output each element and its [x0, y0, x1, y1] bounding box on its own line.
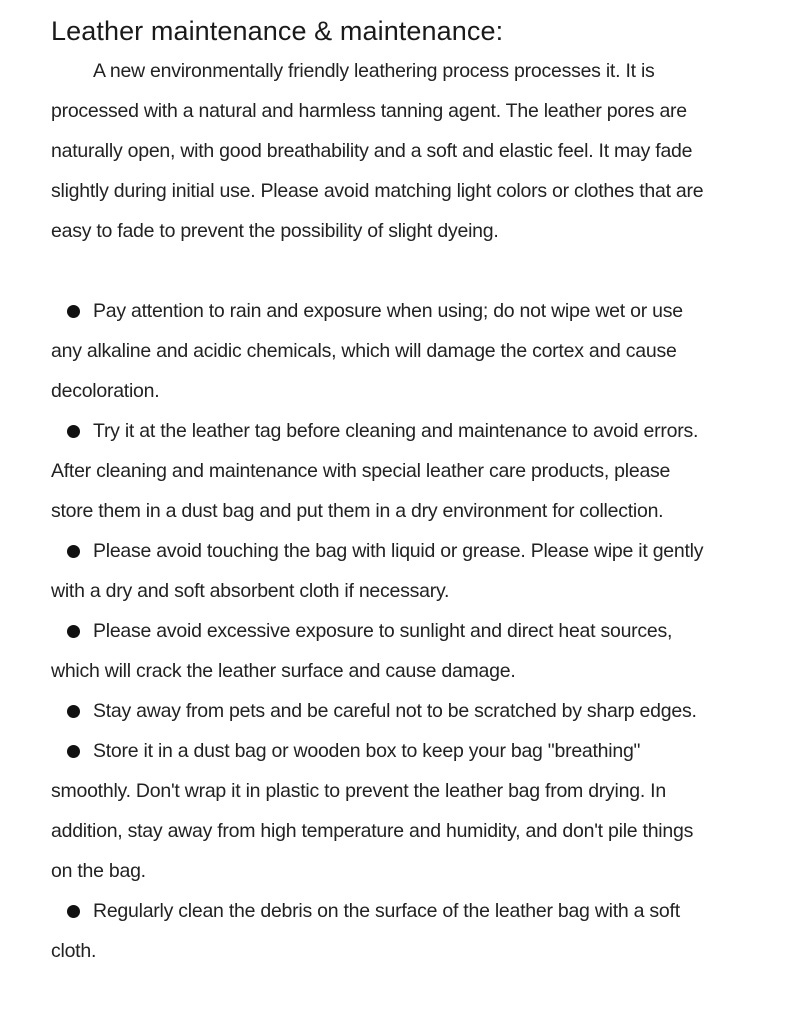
- intro-line: slightly during initial use. Please avoid matching light colors or clothes that are: [51, 180, 704, 202]
- bullet-text: Store it in a dust bag or wooden box to keep your bag "breathing": [93, 740, 641, 762]
- bullet-text: Pay attention to rain and exposure when using; do not wipe wet or use: [93, 300, 683, 322]
- bullet-text: decoloration.: [51, 380, 160, 402]
- bullet-text: on the bag.: [51, 860, 146, 882]
- bullet-icon: [67, 745, 80, 758]
- bullet-text: addition, stay away from high temperature and humidity, and don't pile things: [51, 820, 694, 842]
- bullet-icon: [67, 305, 80, 318]
- bullet-text: any alkaline and acidic chemicals, which will damage the cortex and cause: [51, 340, 677, 362]
- bullet-item: [51, 531, 741, 611]
- bullet-text: cloth.: [51, 940, 97, 962]
- bullet-text: with a dry and soft absorbent cloth if necessary.: [51, 580, 450, 602]
- intro-line: processed with a natural and harmless tanning agent. The leather pores are: [51, 100, 687, 122]
- bullet-item: [51, 411, 741, 531]
- intro-line: A new environmentally friendly leathering process processes it. It is: [93, 60, 655, 82]
- bullet-item: [51, 691, 741, 731]
- bullet-item: [51, 611, 741, 691]
- bullet-icon: [67, 705, 80, 718]
- bullet-item: [51, 891, 741, 971]
- bullet-text: Regularly clean the debris on the surface of the leather bag with a soft: [93, 900, 680, 922]
- bullet-icon: [67, 425, 80, 438]
- bullet-icon: [67, 625, 80, 638]
- intro-paragraph: [51, 51, 741, 251]
- bullet-text: Please avoid excessive exposure to sunlight and direct heat sources,: [93, 620, 673, 642]
- bullet-text: which will crack the leather surface and cause damage.: [51, 660, 516, 682]
- bullet-text: Try it at the leather tag before cleaning and maintenance to avoid errors.: [93, 420, 699, 442]
- paragraph-spacer: [51, 251, 741, 291]
- bullet-text: After cleaning and maintenance with special leather care products, please: [51, 460, 671, 482]
- bullet-item: [51, 731, 741, 891]
- care-text-body: [51, 51, 741, 971]
- bullet-item: [51, 291, 741, 411]
- page-title: Leather maintenance & maintenance:: [51, 16, 504, 46]
- bullet-icon: [67, 545, 80, 558]
- bullet-text: Stay away from pets and be careful not to be scratched by sharp edges.: [93, 700, 697, 722]
- bullet-text: Please avoid touching the bag with liquid or grease. Please wipe it gently: [93, 540, 704, 562]
- bullet-text: smoothly. Don't wrap it in plastic to prevent the leather bag from drying. In: [51, 780, 666, 802]
- bullet-icon: [67, 905, 80, 918]
- intro-line: easy to fade to prevent the possibility of slight dyeing.: [51, 220, 499, 242]
- bullet-text: store them in a dust bag and put them in a dry environment for collection.: [51, 500, 664, 522]
- intro-line: naturally open, with good breathability and a soft and elastic feel. It may fade: [51, 140, 693, 162]
